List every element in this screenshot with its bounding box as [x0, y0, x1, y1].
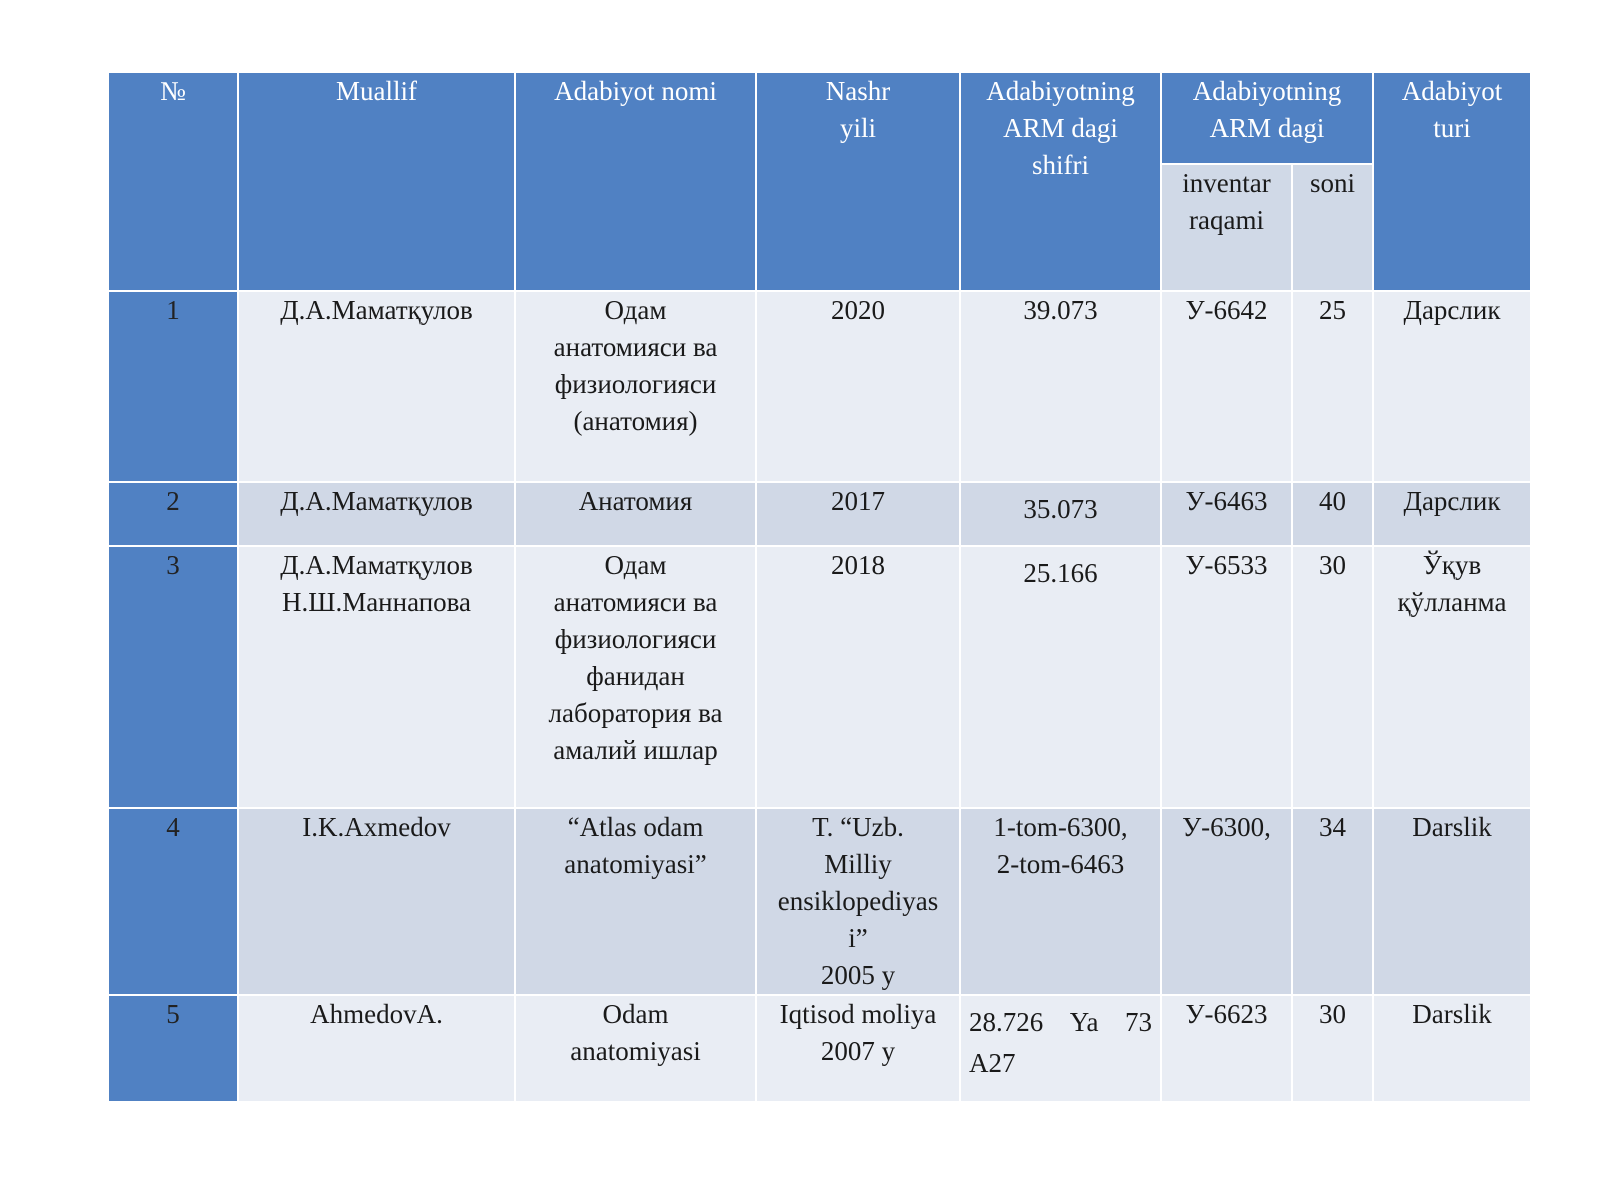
row-count: 30	[1292, 546, 1373, 808]
row-number: 4	[108, 808, 238, 995]
row-count: 25	[1292, 291, 1373, 482]
header-cipher: Adabiyotning ARM dagi shifri	[960, 72, 1161, 291]
header-arm-group: Adabiyotning ARM dagi	[1161, 72, 1373, 164]
row-inventory: У-6463	[1161, 482, 1292, 546]
row-author: I.K.Axmedov	[238, 808, 515, 995]
header-author: Muallif	[238, 72, 515, 291]
row-inventory: У-6642	[1161, 291, 1292, 482]
row-count: 40	[1292, 482, 1373, 546]
row-title: Анатомия	[515, 482, 756, 546]
row-type: Darslik	[1373, 995, 1531, 1102]
table-row	[108, 808, 1531, 995]
row-year: 2017	[756, 482, 960, 546]
row-cipher: 35.073	[960, 482, 1161, 546]
table-row	[108, 546, 1531, 808]
header-title: Adabiyot nomi	[515, 72, 756, 291]
row-title: Одам анатомияси ва физиологияси (анатомия)	[515, 291, 756, 482]
row-type: Darslik	[1373, 808, 1531, 995]
row-inventory: У-6300,	[1161, 808, 1292, 995]
row-title: Odam anatomiyasi	[515, 995, 756, 1102]
header-inventory: inventar raqami	[1161, 164, 1292, 291]
row-title: “Atlas odam anatomiyasi”	[515, 808, 756, 995]
row-number: 5	[108, 995, 238, 1102]
table-row	[108, 995, 1531, 1102]
header-number: №	[108, 72, 238, 291]
row-cipher	[960, 995, 1161, 1102]
row-year: T. “Uzb. Milliy ensiklopediyas i” 2005 y	[756, 808, 960, 995]
table-row	[108, 291, 1531, 482]
row-count: 30	[1292, 995, 1373, 1102]
table-row	[108, 482, 1531, 546]
row-type: Ўқув қўлланма	[1373, 546, 1531, 808]
row-year: 2018	[756, 546, 960, 808]
row-cipher: 1-tom-6300, 2-tom-6463	[960, 808, 1161, 995]
literature-table	[107, 71, 1532, 1103]
cipher-part: Ya	[1069, 1007, 1099, 1037]
header-year: Nashr yili	[756, 72, 960, 291]
row-count: 34	[1292, 808, 1373, 995]
row-inventory: У-6623	[1161, 995, 1292, 1102]
row-type: Дарслик	[1373, 291, 1531, 482]
cipher-part: 28.726	[969, 1007, 1044, 1037]
row-cipher-line1	[961, 1004, 1160, 1041]
cipher-part: 73	[1125, 1007, 1152, 1037]
row-number: 1	[108, 291, 238, 482]
row-title: Одам анатомияси ва физиологияси фанидан лаборатория ва амалий ишлар	[515, 546, 756, 808]
row-cipher-line2: A27	[969, 1048, 1016, 1078]
row-inventory: У-6533	[1161, 546, 1292, 808]
row-cipher: 25.166	[960, 546, 1161, 808]
row-author: Д.А.Маматқулов	[238, 291, 515, 482]
row-author: Д.А.Маматқулов Н.Ш.Маннапова	[238, 546, 515, 808]
table-header	[108, 72, 1531, 291]
row-author: AhmedovA.	[238, 995, 515, 1102]
header-count: soni	[1292, 164, 1373, 291]
header-type: Adabiyot turi	[1373, 72, 1531, 291]
table-body	[108, 291, 1531, 1102]
row-year: Iqtisod moliya 2007 y	[756, 995, 960, 1102]
row-number: 2	[108, 482, 238, 546]
row-year: 2020	[756, 291, 960, 482]
row-type: Дарслик	[1373, 482, 1531, 546]
row-number: 3	[108, 546, 238, 808]
row-cipher: 39.073	[960, 291, 1161, 482]
row-author: Д.А.Маматқулов	[238, 482, 515, 546]
